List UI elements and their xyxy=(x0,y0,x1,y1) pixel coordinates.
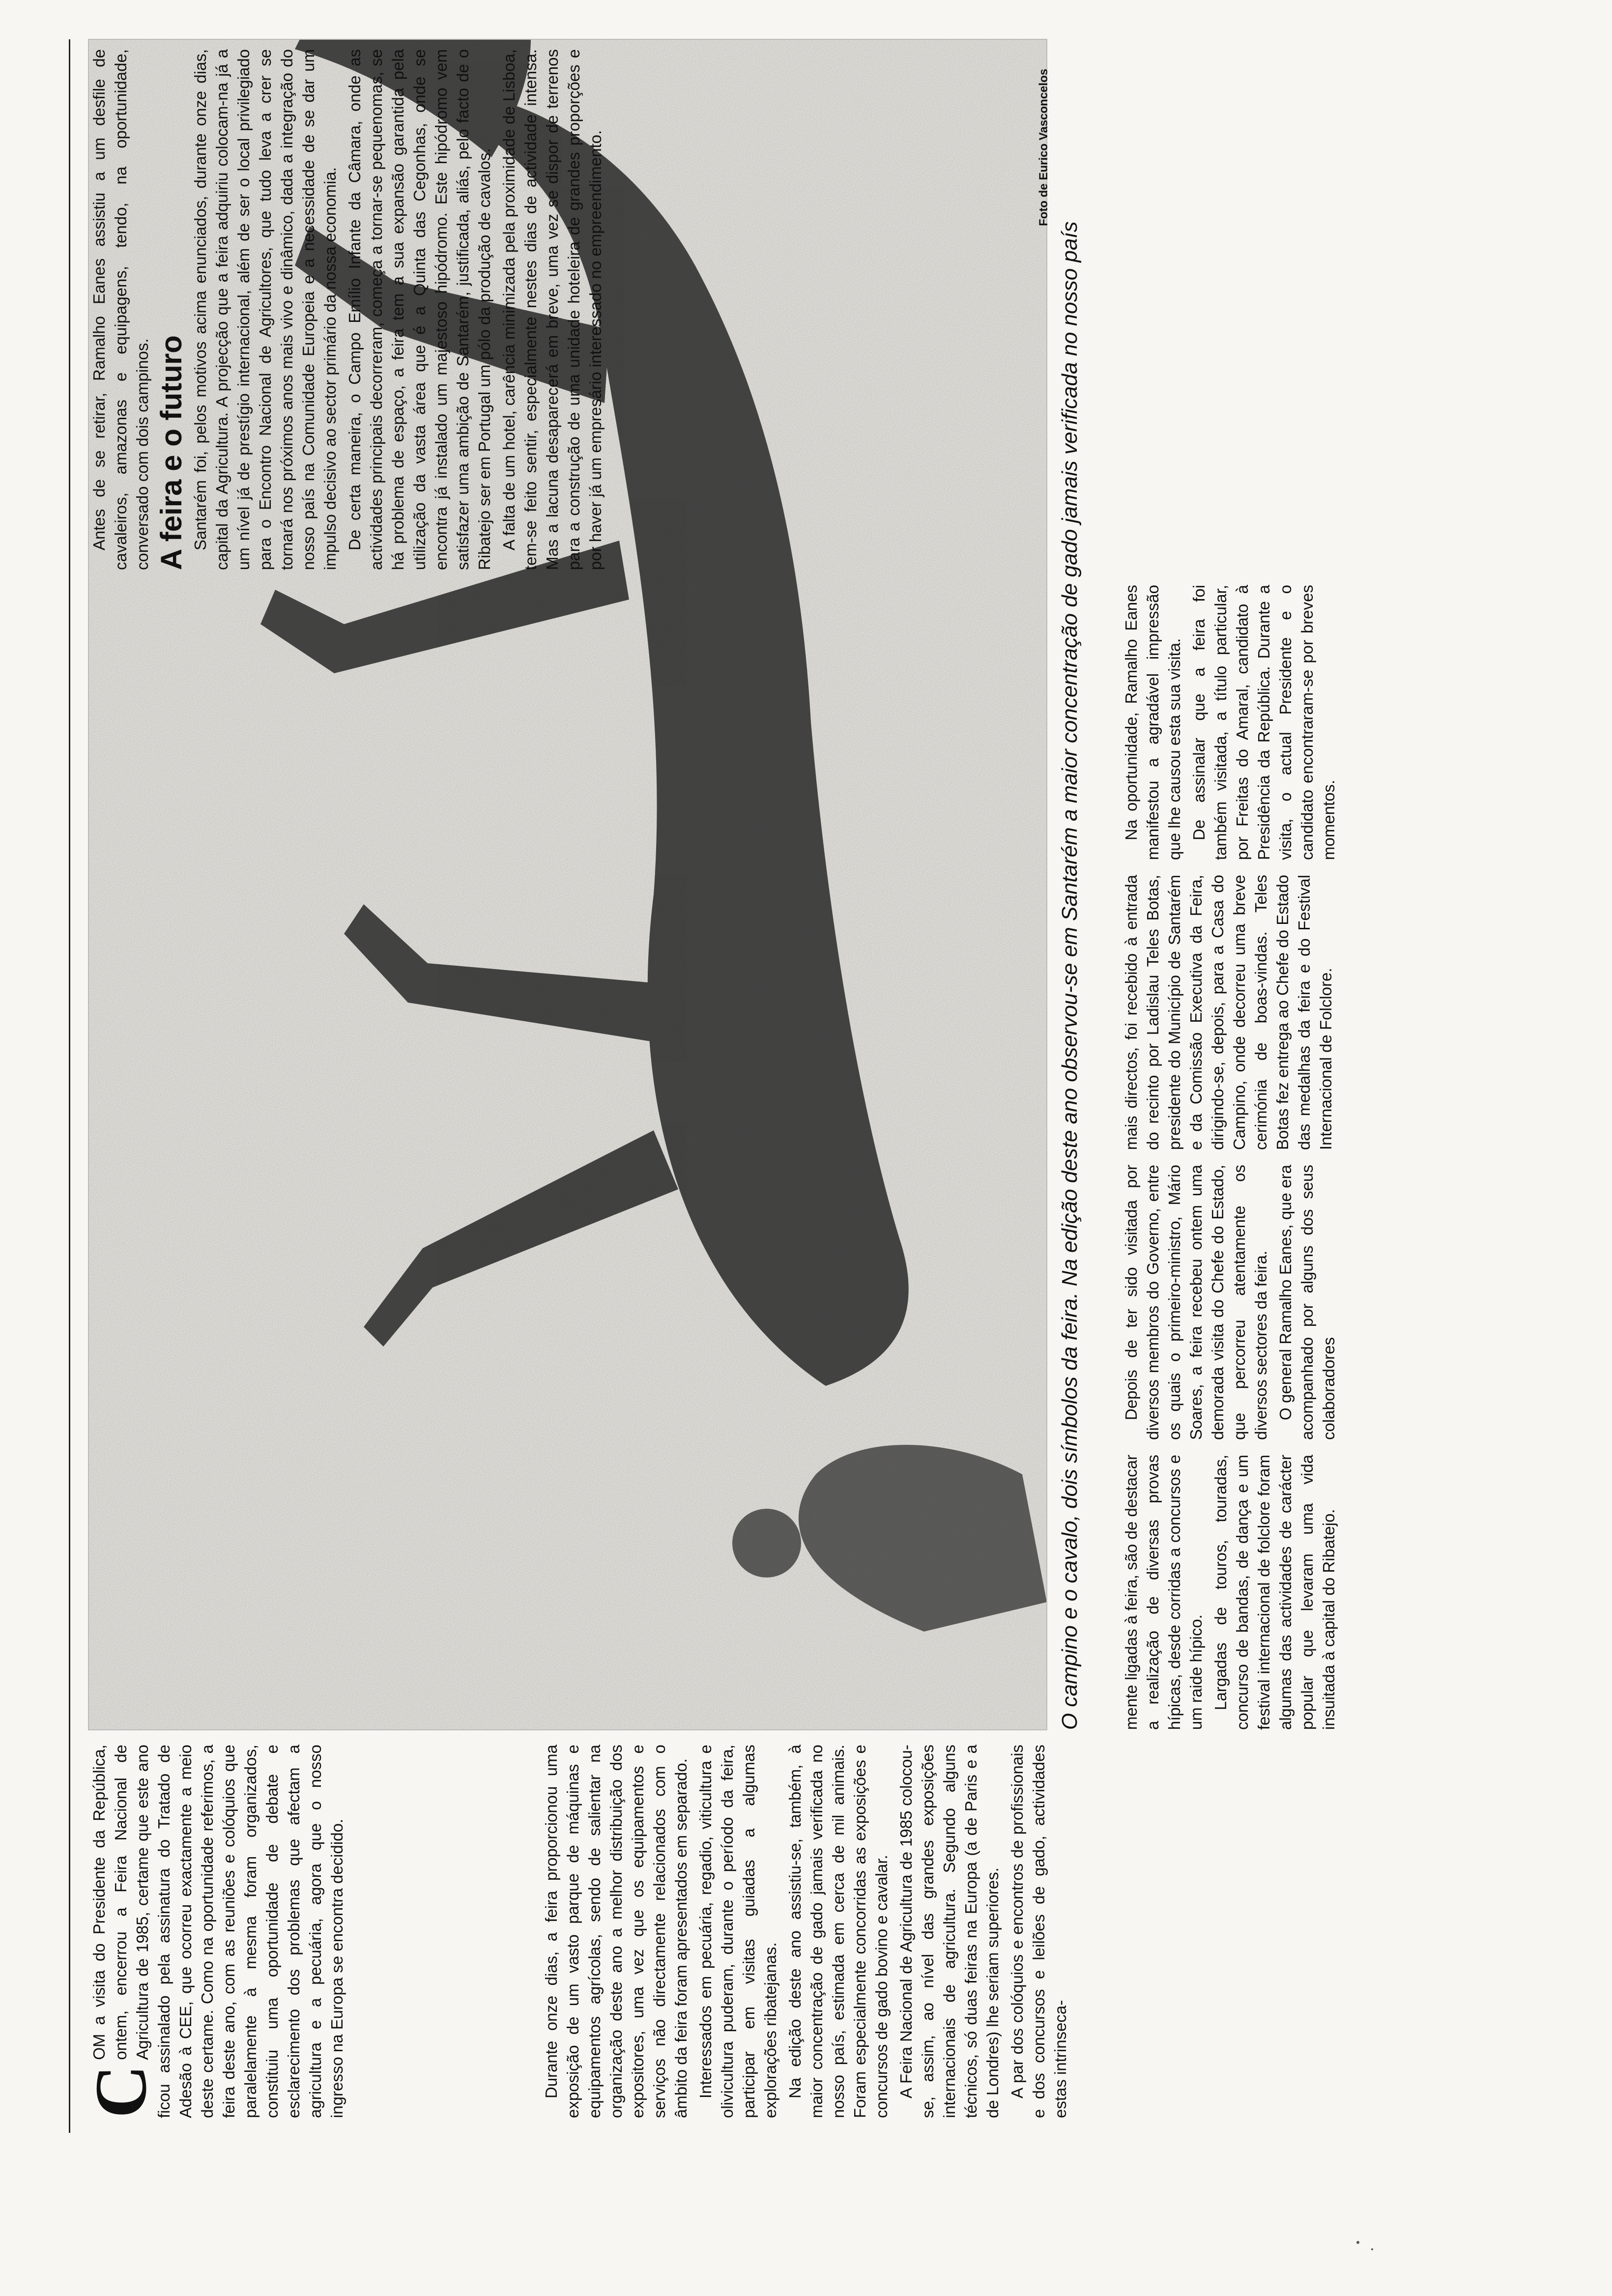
paragraph: De assinalar que a feira foi também visitada, a título particular, por Freitas do Amaral, candidato à Presidência da República. Durante a visita, o actual Presidente e o candidato encontraram-se por breves momentos. xyxy=(1190,585,1338,860)
paragraph: C OM a visita do Presidente da República, ontem, encerrou a Feira Nacional de Agricultura de 1985, certame que este ano ficou assinalado pela assinatura do Tratado de Adesão à CEE, que ocorreu exactamente a meio deste certame. Como na oportunidade referimos, a feira deste ano, com as reuniões e colóquios que paralelamente à mesma foram organizados, constituiu uma oportunidade de debate e esclarecimento dos problemas que afectam a agricultura e a pecuária, agora que o nosso ingresso na Europa se encontra decidido. xyxy=(80,1745,346,2118)
column-1 xyxy=(80,1745,521,2118)
photo-caption: O campino e o cavalo, dois símbolos da feira. Na edição deste ano observou-se em Santarém a maior concentração de gado jamais verificada no nosso país xyxy=(1058,221,1082,1730)
section-heading: A feira e o futuro xyxy=(155,335,188,570)
photo-credit: Foto de Eurico Vasconcelos xyxy=(1037,68,1050,226)
paragraph: A Feira Nacional de Agricultura de 1985 colocou-se, assim, ao nível das grandes exposições internacionais de agricultura. Segundo alguns técnicos, só duas feiras na Europa (a de Paris e a de Londres) lhe seriam superiores. xyxy=(897,1745,1002,2118)
paragraph: A par dos colóquios e encontros de profissionais e dos concursos e leilões de gado, actividades estas intrinseca- xyxy=(1008,1745,1069,2118)
paragraph: mais directos, foi recebido à entrada do recinto por Ladislau Teles Botas, presidente do Município de Santarém e da Comissão Executiva da Feira, dirigindo-se, depois, para a Casa do Campino, onde decorreu uma breve cerimónia de boas-vindas. Teles Botas fez entrega ao Chefe do Estado das medalhas da feira e do Festival Internacional de Folclore. xyxy=(1122,875,1335,1150)
drop-cap: C xyxy=(80,2065,162,2118)
paragraph: Santarém foi, pelos motivos acima enunciados, durante onze dias, capital da Agricultura. A projecção que a feira adquiriu colocam-na já a um nível já de prestígio internacional, além de ser o local privilegiado para o Encontro Nacional de Agricultores, que tudo leva a crer se tornará nos próximos anos mais vivo e dinâmico, dada a integração do nosso país na Comunidade Europeia e a necessidade de se dar um impulso decisivo ao sector primário da nossa economia. xyxy=(191,49,339,570)
paragraph: Antes de se retirar, Ramalho Eanes assistiu a um desfile de cavaleiros, amazonas e equipagens, tendo, na oportunidade, conversado com dois campinos. xyxy=(90,49,151,570)
paragraph: mente ligadas à feira, são de destacar a realização de diversas provas hípicas, desde corridas a concursos e um raide hípico. xyxy=(1122,1455,1205,1730)
scan-speck xyxy=(1356,2241,1359,2244)
paragraph: O general Ramalho Eanes, que era acompanhado por alguns dos seus colaboradores xyxy=(1276,1165,1338,1440)
column-2 xyxy=(1121,1455,1494,1730)
paragraph: De certa maneira, o Campo Emílio Infante da Câmara, onde as actividades principais decorreram, começa a tornar-se pequenomas, se há problema de espaço, a feira tem a sua expansão garantida pela utilização da vasta área que é a Quinta das Cegonhas, onde se encontra já instalado um majestoso hipódromo. Este hipódromo vem satisfazer uma ambição de Santarém, justificada, aliás, pelo facto de o Ribatejo ser em Portugal um pólo da produção de cavalos. xyxy=(345,49,493,570)
paragraph: Interessados em pecuária, regadio, viticultura e olivicultura puderam, durante o período da feira, participar em visitas guiadas a algumas explorações ribatejanas. xyxy=(696,1745,779,2118)
column-5 xyxy=(1121,585,1494,860)
paragraph: Depois de ter sido visitada por diversos membros do Governo, entre os quais o primeiro-ministro, Mário Soares, a feira recebeu ontem uma demorada visita do Chefe do Estado, que percorreu atentamente os diversos sectores da feira. xyxy=(1122,1165,1270,1440)
paragraph: Na edição deste ano assistiu-se, também, à maior concentração de gado jamais verificada no nosso país, estimada em cerca de mil animais. Foram especialmente concorridas as exposições e concursos de gado bovino e cavalar. xyxy=(786,1745,891,2118)
paragraph: Na oportunidade, Ramalho Eanes manifestou a agradável impressão que lhe causou esta sua visita. xyxy=(1122,585,1183,860)
paragraph: Largadas de touros, touradas, concurso de bandas, de dança e um festival internacional de folclore foram algumas das actividades de carácter popular que levaram uma vida insuitada à capital do Ribatejo. xyxy=(1211,1455,1338,1730)
rotated-article xyxy=(69,39,1548,2133)
column-6 xyxy=(88,49,1494,570)
page-rule xyxy=(69,39,70,2133)
column-3 xyxy=(1121,1165,1494,1440)
column-4 xyxy=(1121,875,1494,1150)
paragraph: A falta de um hotel, carência minimizada pela proximidade de Lisboa, tem-se feito sentir, especialmente nestes dias de actividade intensa. Mas a lacuna desaparecerá em breve, uma vez se dispor de terrenos para a construção de uma unidade hoteleira de grandes proporções e por haver já um empresário interessado no empreendimento. xyxy=(500,49,604,570)
scan-speck xyxy=(1371,2248,1373,2250)
paragraph: Durante onze dias, a feira proporcionou uma exposição de um vasto parque de máquinas e equipamentos agrícolas, sendo de salientar na organização deste ano a melhor distribuição dos expositores, uma vez que os equipamentos e serviços não directamente relacionados com o âmbito da feira foram apresentados em separado. xyxy=(542,1745,690,2118)
column-1b xyxy=(541,1745,1474,2118)
